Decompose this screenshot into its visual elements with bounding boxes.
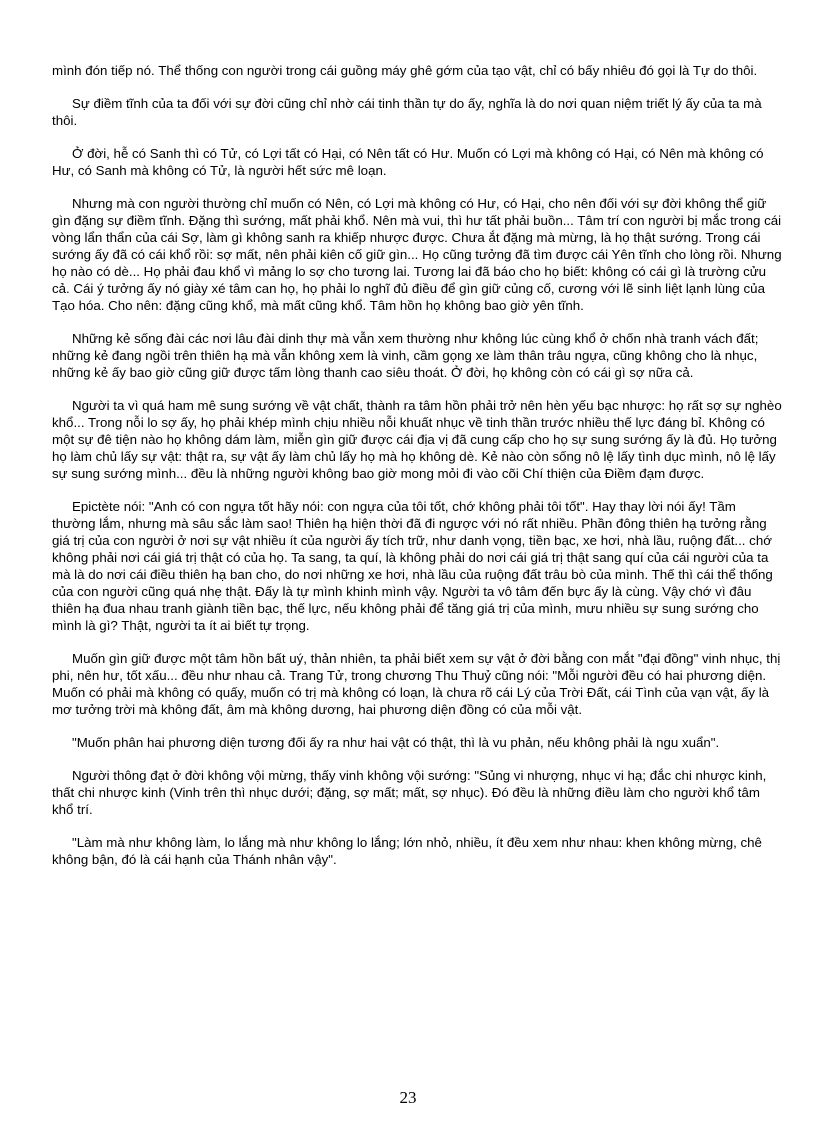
page-body	[52, 62, 782, 884]
paragraph-5: Những kẻ sống đài các nơi lâu đài dinh thự mà vẫn xem thường như không lúc cùng khổ ở chốn nhà tranh vách đất; những kẻ đang ngồi trên thiên hạ mà vẫn không xem là vinh, cầm gọng xe làm thân trâu ngựa, cũng không cho là nhục, những kẻ ấy bao giờ cũng giữ được tấm lòng thanh cao siêu thoát. Ở đời, họ không còn có cái gì sợ nữa cả.	[52, 331, 759, 380]
paragraph-1: mình đón tiếp nó. Thể thống con người trong cái guồng máy ghê gớm của tạo vật, chỉ có bấy nhiêu đó gọi là Tự do thôi.	[52, 63, 758, 78]
paragraph-11: "Làm mà như không làm, lo lắng mà như không lo lắng; lớn nhỏ, nhiều, ít đều xem như nhau: khen không mừng, chê không bận, đó là cái hạnh của Thánh nhân vậy".	[52, 835, 762, 867]
paragraph-9: "Muốn phân hai phương diện tương đối ấy ra như hai vật có thật, thì là vu phản, nếu không phải là ngu xuẩn".	[72, 735, 720, 750]
paragraph-7: Epictète nói: "Anh có con ngựa tốt hãy nói: con ngựa của tôi tốt, chớ không phải tôi tốt". Hay thay lời nói ấy! Tầm thường lắm, nhưng mà sâu sắc làm sao! Thiên hạ hiện thời đã đi ngược với nó rất nhiều. Phần đông thiên hạ tưởng rằng giá trị của con người ở nơi sự vật nhiều ít của người ấy tích trữ, như danh vọng, tiền bạc, xe hơi, nhà lầu, ruộng đất... chớ không phải nơi cái giá trị thật có của họ. Ta sang, ta quí, là không phải do nơi cái giá trị thật sang quí của cái người của ta mà là do nơi cái điều thiên hạ ban cho, do nơi những xe hơi, nhà lầu của ruộng đất trâu bò của mình. Thế thì cái thể thống của con người cũng quá nhẹ thật. Đấy là tự mình khinh mình vậy. Người ta vô tâm đến bực ấy là cùng. Vậy chớ vì đâu thiên hạ đua nhau tranh giành tiền bạc, thế lực, nếu không phải để tăng giá trị của mình, mưu nhiều sự sung sướng cho mình là gì? Thật, người ta ít ai biết tự trọng.	[52, 499, 773, 633]
paragraph-10: Người thông đạt ở đời không vội mừng, thấy vinh không vội sướng: "Sủng vi nhượng, nhục vi hạ; đắc chi nhược kinh, thất chi nhược kinh (Vinh trên thì nhục dưới; đặng, sợ mất; mất, sợ nhục). Đó đều là những điều làm cho người khổ tâm khổ trí.	[52, 768, 767, 817]
paragraph-2: Sự điềm tĩnh của ta đối với sự đời cũng chỉ nhờ cái tinh thần tự do ấy, nghĩa là do nơi quan niệm triết lý ấy của ta mà thôi.	[52, 96, 762, 128]
paragraph-6: Người ta vì quá ham mê sung sướng về vật chất, thành ra tâm hồn phải trở nên hèn yếu bạc nhược: họ rất sợ sự nghèo khổ... Trong nỗi lo sợ ấy, họ phải khép mình chịu nhiều nỗi khuất nhục về tinh thần trước nhiều thế lực đáng bỉ. Không có một sự đê tiện nào họ không dám làm, miễn gìn giữ được cái địa vị đã cung cấp cho họ sự sung sướng ấy là đủ. Họ tưởng họ làm chủ lấy sự vật: thật ra, sự vật ấy làm chủ lấy họ mà họ không dè. Kẻ nào còn sống nô lệ lấy tình dục mình, nô lệ lấy sự sung sướng mình... đều là những người không bao giờ mong mỏi đi vào cõi Chí thiện của Điềm đạm được.	[52, 398, 782, 481]
page-number: 23	[399, 1088, 417, 1107]
paragraph-8: Muốn gìn giữ được một tâm hồn bất uý, thản nhiên, ta phải biết xem sự vật ở đời bằng con mắt "đại đồng" vinh nhục, thị phi, nên hư, tốt xấu... đều như nhau cả. Trang Tử, trong chương Thu Thuỷ cũng nói: "Mỗi người đều có hai phương diện. Muốn có phải mà không có quấy, muốn có trị mà không có loạn, là chưa rõ cái Lý của Trời Đất, cái Tình của vạn vật, ấy là mơ tưởng trời mà không đất, âm mà không dương, hai phương diện đồng có của mỗi vật.	[52, 651, 781, 717]
paragraph-3: Ở đời, hễ có Sanh thì có Tử, có Lợi tất có Hại, có Nên tất có Hư. Muốn có Lợi mà không có Hại, có Nên mà không có Hư, có Sanh mà không có Tử, là người hết sức mê loạn.	[52, 146, 764, 178]
paragraph-4: Nhưng mà con người thường chỉ muốn có Nên, có Lợi mà không có Hư, có Hại, cho nên đối với sự đời không thể giữ gìn đặng sự điềm tĩnh. Đặng thì sướng, mất phải khổ. Nên mà vui, thì hư tất phải buồn... Tâm trí con người bị mắc trong cái vòng lẩn thẩn của cái Sợ, làm gì không sanh ra khiếp nhược được. Chưa ắt đặng mà mừng, là họ thật sướng. Trong cái sướng ấy đã có cái khổ rồi: sợ mất, nên phải kiên cố giữ gìn... Họ cũng tưởng đã tìm được cái Yên tĩnh cho lòng rồi. Nhưng họ nào có dè... Họ phải đau khổ vì mảng lo sợ cho tương lai. Tương lai đã báo cho họ biết: không có cái gì là trường cửu cả. Cái ý tưởng ấy nó giày xé tâm can họ, họ phải lo nghĩ đủ điều để gìn giữ củng cố, cương với lẽ sinh liệt lạnh lùng của Tạo hóa. Cho nên: đặng cũng khổ, mà mất cũng khổ. Tâm hồn họ không bao giờ yên tĩnh.	[52, 196, 782, 313]
